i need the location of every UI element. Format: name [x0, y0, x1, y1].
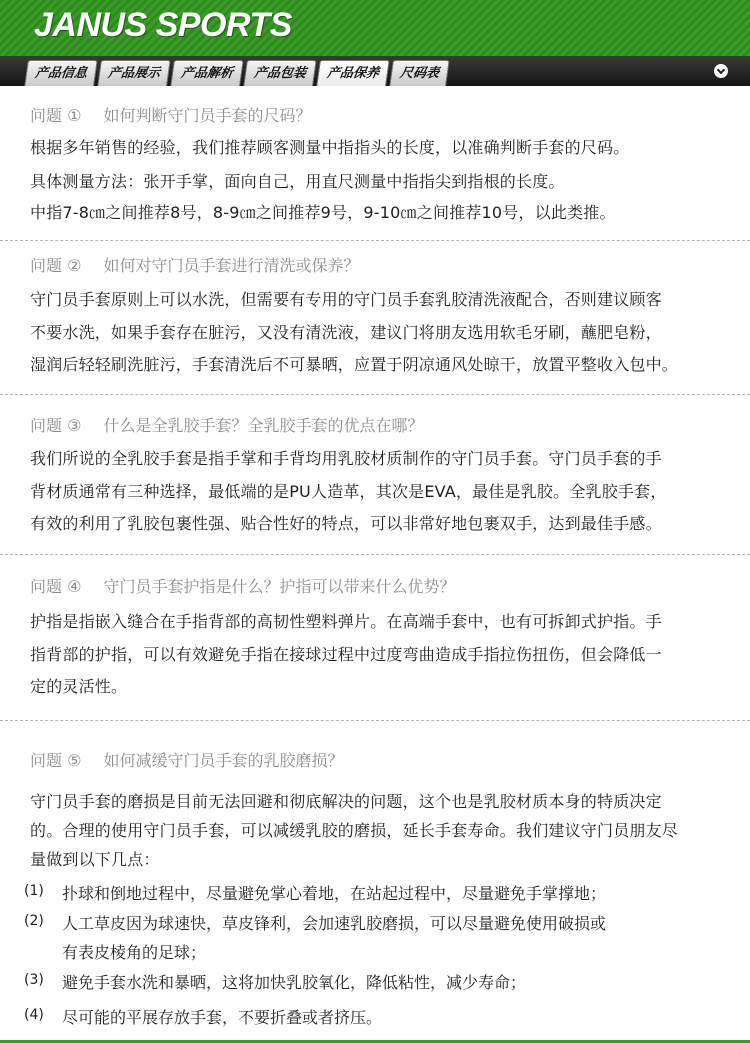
faq-section-5	[0, 721, 750, 1039]
faq-answer-line: 定的灵活性。	[30, 677, 128, 696]
tab-product-info[interactable]: 产品信息	[24, 60, 98, 86]
faq-question	[30, 253, 359, 276]
tab-bar	[0, 56, 750, 86]
faq-label: 问题 ⑤	[30, 751, 82, 770]
faq-question-text: 什么是全乳胶手套？全乳胶手套的优点在哪？	[103, 416, 424, 435]
tab-list	[26, 60, 451, 86]
faq-section-4	[0, 555, 750, 720]
faq-question	[30, 103, 311, 126]
tab-product-packaging[interactable]: 产品包装	[243, 60, 317, 86]
faq-answer-line: 不要水洗，如果手套存在脏污，又没有清洗液，建议门将朋友选用软毛牙刷，蘸肥皂粉，	[30, 323, 662, 342]
faq-answer-line: 中指7-8㎝之间推荐8号，8-9㎝之间推荐9号，9-10㎝之间推荐10号，以此类推。	[30, 203, 616, 222]
faq-question	[30, 413, 423, 436]
list-item-continuation: 有表皮棱角的足球；	[62, 943, 207, 962]
tab-product-analysis[interactable]: 产品解析	[170, 60, 244, 86]
faq-answer-line: 有效的利用了乳胶包裹性强、贴合性好的特点，可以非常好地包裹双手，达到最佳手感。	[30, 514, 662, 533]
tab-size-chart[interactable]: 尺码表	[389, 60, 450, 86]
faq-answer-line: 根据多年销售的经验，我们推荐顾客测量中指指头的长度，以准确判断手套的尺码。	[30, 138, 630, 157]
faq-section-1	[0, 86, 750, 241]
faq-label: 问题 ④	[30, 577, 82, 596]
chevron-down-icon[interactable]	[714, 64, 728, 78]
faq-section-2	[0, 241, 750, 396]
faq-question	[30, 748, 343, 771]
faq-question	[30, 574, 455, 597]
faq-answer-line: 我们所说的全乳胶手套是指手掌和手背均用乳胶材质制作的守门员手套。守门员手套的手	[30, 449, 662, 468]
brand-logo: JANUS SPORTS	[34, 6, 292, 44]
faq-answer-line: 具体测量方法：张开手掌，面向自己，用直尺测量中指指尖到指根的长度。	[30, 172, 565, 191]
list-item: 尽可能的平展存放手套，不要折叠或者挤压。	[62, 1008, 383, 1027]
faq-answer-line: 守门员手套原则上可以水洗，但需要有专用的守门员手套乳胶清洗液配合，否则建议顾客	[30, 290, 662, 309]
faq-label: 问题 ①	[30, 106, 82, 125]
list-item-number: (4)	[24, 1007, 44, 1023]
faq-answer-line: 湿润后轻轻刷洗脏污，手套清洗后不可暴晒，应置于阴凉通风处晾干，放置平整收入包中。	[30, 355, 679, 374]
faq-label: 问题 ②	[30, 256, 82, 275]
list-item-number: (1)	[24, 883, 44, 899]
tab-product-showcase[interactable]: 产品展示	[97, 60, 171, 86]
list-item: 扑球和倒地过程中，尽量避免掌心着地，在站起过程中，尽量避免手掌撑地；	[62, 884, 607, 903]
faq-question-text: 如何判断守门员手套的尺码？	[103, 106, 312, 125]
faq-answer-line: 量做到以下几点：	[30, 850, 160, 869]
list-item-number: (2)	[24, 913, 44, 929]
faq-answer-line: 的。合理的使用守门员手套，可以减缓乳胶的磨损，延长手套寿命。我们建议守门员朋友尽	[30, 821, 679, 840]
list-item: 避免手套水洗和暴晒，这将加快乳胶氧化，降低粘性，减少寿命；	[62, 973, 527, 992]
list-item: 人工草皮因为球速快，草皮锋利，会加速乳胶磨损，可以尽量避免使用破损或	[62, 914, 607, 933]
faq-question-text: 守门员手套护指是什么？护指可以带来什么优势？	[103, 577, 456, 596]
faq-answer-line: 护指是指嵌入缝合在手指背部的高韧性塑料弹片。在高端手套中，也有可拆卸式护指。手	[30, 612, 662, 631]
faq-answer-line: 守门员手套的磨损是目前无法回避和彻底解决的问题，这个也是乳胶材质本身的特质决定	[30, 792, 662, 811]
list-item-number: (3)	[24, 972, 44, 988]
faq-section-3	[0, 395, 750, 555]
faq-label: 问题 ③	[30, 416, 82, 435]
faq-answer-line: 指背部的护指，可以有效避免手指在接球过程中过度弯曲造成手指拉伤扭伤，但会降低一	[30, 645, 662, 664]
faq-answer-line: 背材质通常有三种选择，最低端的是PU人造革，其次是EVA，最佳是乳胶。全乳胶手套，	[30, 482, 667, 501]
faq-question-text: 如何对守门员手套进行清洗或保养？	[103, 256, 360, 275]
faq-question-text: 如何减缓守门员手套的乳胶磨损？	[103, 751, 344, 770]
tab-product-care[interactable]: 产品保养	[316, 60, 390, 86]
header-banner	[0, 0, 750, 86]
